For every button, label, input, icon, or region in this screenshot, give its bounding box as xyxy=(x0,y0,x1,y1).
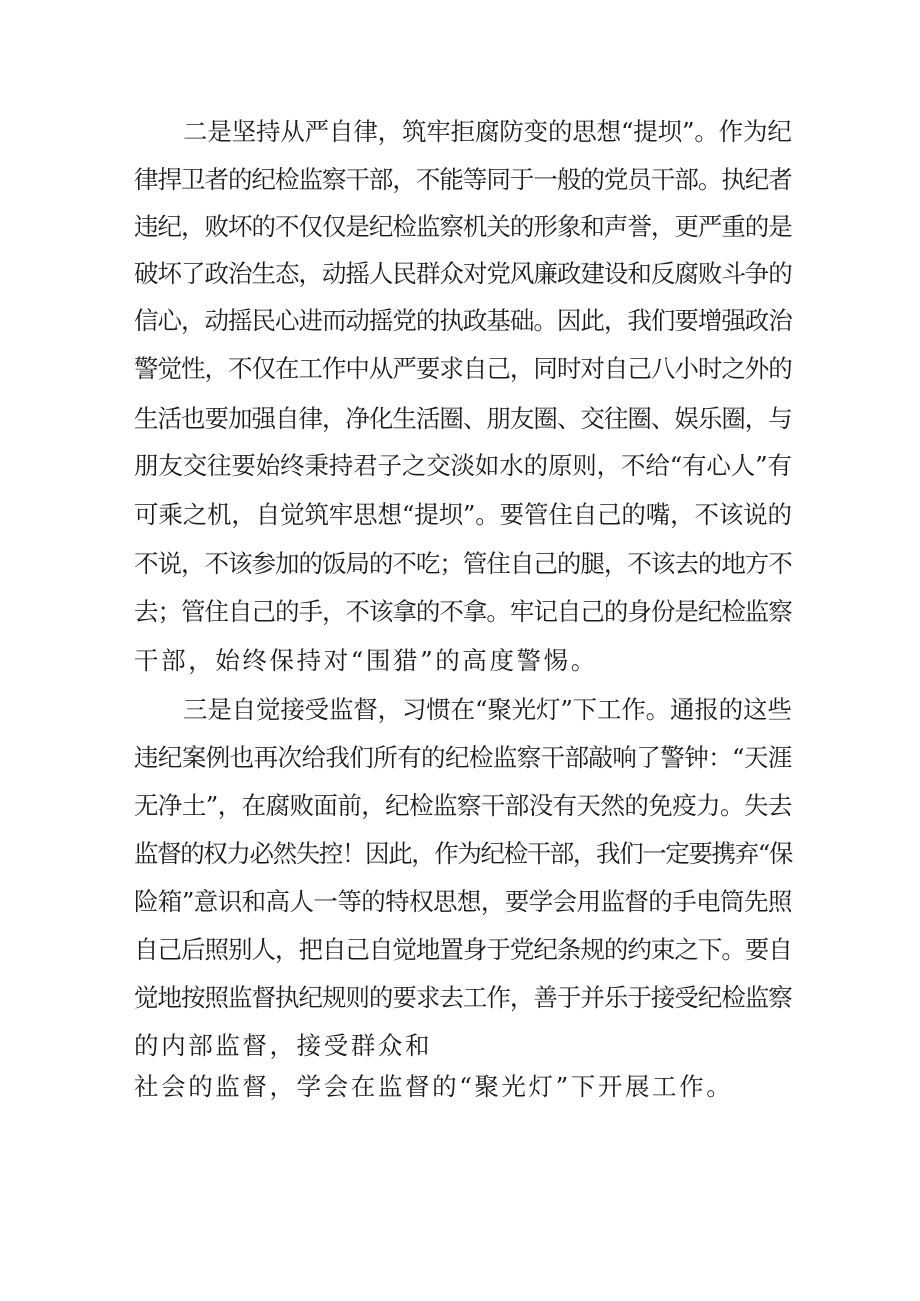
text-line: 干部，始终保持对“围猎”的高度警惕。 xyxy=(134,646,598,675)
text-line: 信心，动摇民心进而动摇党的执政基础。因此，我们要增强政治 xyxy=(134,306,792,335)
text-line: 二是坚持从严自律，筑牢拒腐防变的思想“提坝”。作为纪 xyxy=(183,117,792,146)
text-line: 生活也要加强自律，净化生活圈、朋友圈、交往圈、娱乐圈，与 xyxy=(134,404,792,433)
text-line: 不说，不该参加的饭局的不吃；管住自己的腿，不该去的地方不 xyxy=(134,549,792,578)
text-line: 觉地按照监督执纪规则的要求去工作，善于并乐于接受纪检监察 xyxy=(134,983,792,1012)
text-line: 自己后照别人，把自己自觉地置身于党纪条规的约束之下。要自 xyxy=(134,935,792,964)
text-line: 险箱”意识和高人一等的特权思想，要学会用监督的手电筒先照 xyxy=(134,887,792,916)
text-line: 社会的监督，学会在监督的“聚光灯”下开展工作。 xyxy=(134,1072,734,1101)
text-line: 律捍卫者的纪检监察干部，不能等同于一般的党员干部。执纪者 xyxy=(134,165,792,194)
text-line: 可乘之机，自觉筑牢思想“提坝”。要管住自己的嘴，不该说的 xyxy=(134,500,792,529)
text-line: 警觉性，不仅在工作中从严要求自己，同时对自己八小时之外的 xyxy=(134,354,792,383)
text-line: 去；管住自己的手，不该拿的不拿。牢记自己的身份是纪检监察 xyxy=(134,597,792,626)
text-line: 三是自觉接受监督，习惯在“聚光灯”下工作。通报的这些 xyxy=(183,695,792,724)
text-line: 破坏了政治生态，动摇人民群众对党风廉政建设和反腐败斗争的 xyxy=(134,259,792,288)
text-line: 朋友交往要始终秉持君子之交淡如水的原则，不给“有心人”有 xyxy=(134,451,792,480)
text-line: 违纪，败坏的不仅仅是纪检监察机关的形象和声誉，更严重的是 xyxy=(134,212,792,241)
text-line: 无净土”，在腐败面前，纪检监察干部没有天然的免疫力。失去 xyxy=(134,791,792,820)
text-line: 违纪案例也再次给我们所有的纪检监察干部敲响了警钟：“天涯 xyxy=(134,743,792,772)
text-line: 监督的权力必然失控！因此，作为纪检干部，我们一定要携弃“保 xyxy=(134,839,792,868)
text-line: 的内部监督，接受群众和 xyxy=(134,1031,433,1060)
